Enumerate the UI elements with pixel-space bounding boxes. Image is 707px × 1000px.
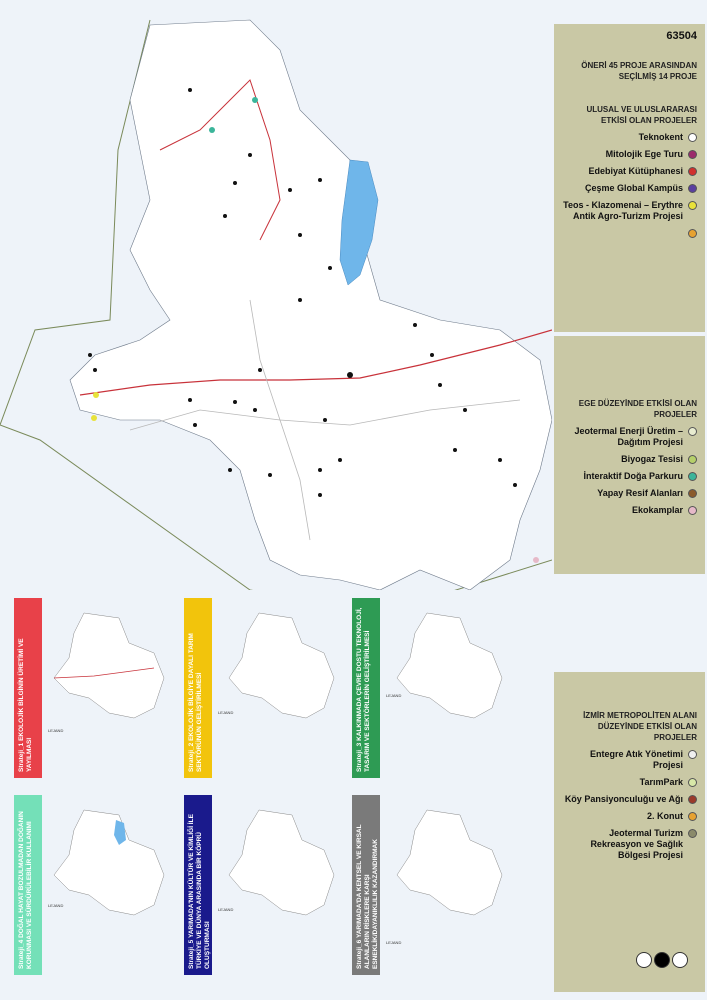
legend-dot-icon [688,750,697,759]
legend-dot-icon [688,812,697,821]
legend-item-label: Çeşme Global Kampüs [584,183,683,193]
legend-metro-list [562,749,697,861]
legend-metro-title: İZMİR METROPOLİTEN ALANI DÜZEYİNDE ETKİSİ OLAN PROJELER [583,711,697,742]
main-map [0,0,552,590]
legend-item [562,183,697,194]
strategy-4-lejand: LEJAND [48,903,64,908]
legend-item-label: Entegre Atık Yönetimi Projesi [589,749,683,770]
legend-item [562,488,697,499]
strategy-1-map [14,598,196,778]
legend-aegean-panel [554,336,705,574]
legend-item [562,471,697,482]
legend-dot-icon [688,506,697,515]
legend-dot-icon [688,795,697,804]
legend-national-panel [554,24,705,332]
strategy-5-panel [184,795,366,975]
legend-dot-icon [688,201,697,210]
legend-item [562,749,697,771]
legend-item [562,811,697,822]
legend-dot-icon [688,455,697,464]
strategy-4-map [14,795,196,975]
legend-item-label: Teos - Klazomenai – Erythre Antik Agro-Turizm Projesi [563,200,683,221]
legend-item [562,454,697,465]
legend-aegean-title: EGE DÜZEYİNDE ETKİSİ OLAN PROJELER [578,399,697,419]
legend-dot-icon [688,150,697,159]
legend-dot-icon [688,472,697,481]
legend-item [562,149,697,160]
strategy-3-panel [352,598,534,778]
legend-dot-icon [688,184,697,193]
strategy-6-lejand: LEJAND [386,940,402,945]
legend-dot-icon [688,167,697,176]
legend-dot-icon [688,133,697,142]
strategy-6-title: Strateji_6 YARIMADA'DA KENTSEL VE KIRSAL ALANLARIN RİSKLERE KARŞI ESNEKLİK/DAYANIKLILIK KAZANDIRMAK [356,824,379,969]
legend-national-title: ULUSAL VE ULUSLARARASI ETKİSİ OLAN PROJELER [586,105,697,125]
legend-dot-icon [688,229,697,238]
legend-item-label: Jeotermal Turizm Rekreasyon ve Sağlık Bölgesi Projesi [590,828,683,860]
legend-aegean-list [562,426,697,516]
legend-item-label: Jeotermal Enerji Üretim – Dağıtım Projesi [574,426,683,447]
legend-item [562,166,697,177]
strategy-1-lejand: LEJAND [48,728,64,733]
strategy-2-map [184,598,366,778]
project-code: 63504 [666,30,697,42]
legend-item [562,794,697,805]
legend-national-list [562,132,697,222]
legend-item-label: Teknokent [638,132,683,142]
legend-footer-circles [636,952,690,973]
legend-metro-panel [554,672,705,992]
strategy-5-title: Strateji_5 YARIMADA'NIN KÜLTÜR VE KİMLİĞİ İLE TÜRKİYE VE DÜNYA ARASINDA BİR KÖPRÜ OLUŞTURMASI [188,814,211,969]
legend-item [562,828,697,861]
strategy-4-title: Strateji_4 DOĞAL HAYAT BOZULMADAN DOĞANIN KORUNMASI VE SÜRDÜRÜLEBİLİR KULLANIMI [18,811,33,969]
legend-panel [552,0,707,1000]
legend-subtitle: ÖNERİ 45 PROJE ARASINDAN SEÇİLMİŞ 14 PROJE [581,61,697,81]
legend-item-label: Edebiyat Kütüphanesi [588,166,683,176]
strategy-2-panel [184,598,366,778]
legend-item [562,777,697,788]
legend-dot-icon [688,489,697,498]
strategy-3-map [352,598,534,778]
legend-item-label: İnteraktif Doğa Parkuru [583,471,683,481]
strategy-2-title: Strateji_2 EKOLOJİK BİLGİYE DAYALI TARIM SEKTÖRÜNÜN GELİŞTİRİLMESİ [188,633,203,772]
legend-dot-icon [688,829,697,838]
legend-dot-icon [688,778,697,787]
strategy-3-lejand: LEJAND [386,693,402,698]
legend-dot-icon [688,427,697,436]
legend-item-label: 2. Konut [647,811,683,821]
strategy-1-panel [14,598,196,778]
legend-item [562,132,697,143]
legend-item [562,200,697,222]
circle-white-icon [636,952,652,968]
strategy-2-lejand: LEJAND [218,710,234,715]
strategy-6-map [352,795,534,975]
legend-item-label: TarımPark [639,777,683,787]
legend-item [562,426,697,448]
legend-item-label: Biyogaz Tesisi [621,454,683,464]
strategy-1-title: Strateji_1 EKOLOJİK BİLGİNİN ÜRETİMİ VE YAYILMASI [18,638,33,772]
legend-item [562,505,697,516]
strategy-6-panel [352,795,534,975]
legend-item-label: Ekokamplar [631,505,683,515]
circle-black-icon [654,952,670,968]
strategy-3-title: Strateji_3 KALKINMADA ÇEVRE DOSTU TEKNOLOJİ, TASARIM VE SEKTÖRLERİN GELİŞTİRİLMESİ [356,607,371,772]
circle-white-icon [672,952,688,968]
strategy-4-panel [14,795,196,975]
strategy-5-lejand: LEJAND [218,907,234,912]
strategy-5-map [184,795,366,975]
peninsula-map [0,0,552,590]
legend-item-label: Yapay Resif Alanları [597,488,683,498]
legend-item-label: Köy Pansiyonculuğu ve Ağı [564,794,683,804]
legend-item-label: Mitolojik Ege Turu [605,149,683,159]
peninsula-land [70,20,552,590]
